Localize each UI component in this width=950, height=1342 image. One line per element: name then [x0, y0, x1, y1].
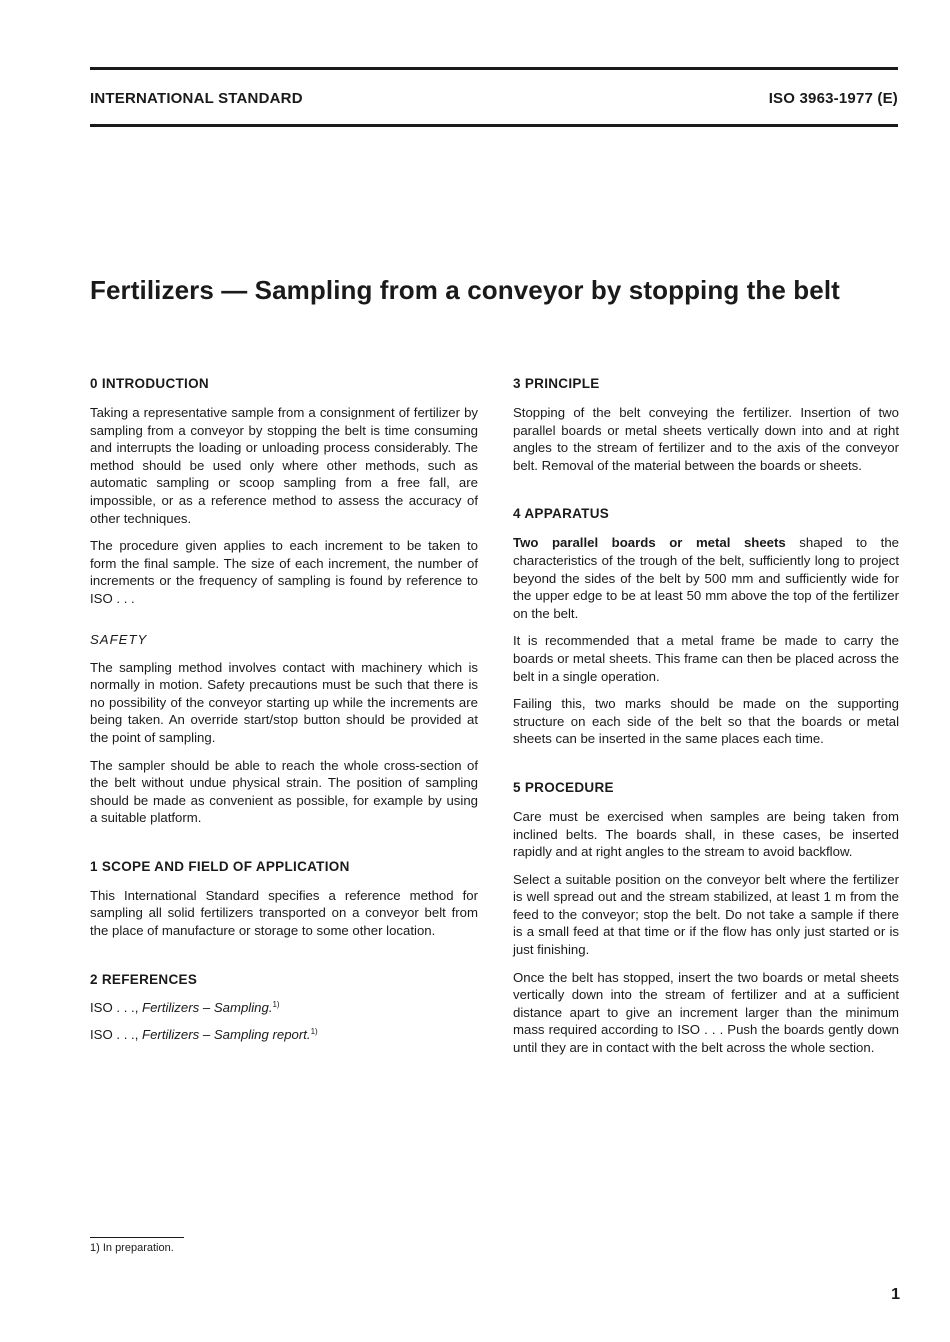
section-heading-references: 2 REFERENCES: [90, 971, 198, 987]
section-heading-apparatus: 4 APPARATUS: [513, 506, 610, 522]
footnote: 1) In preparation.: [90, 1242, 174, 1254]
section-heading-safety: SAFETY: [90, 631, 148, 647]
standard-number: ISO 3963-1977 (E): [768, 90, 898, 107]
header-label: INTERNATIONAL STANDARD: [90, 90, 303, 107]
paragraph: The sampler should be able to reach the whole cross-section of the belt without undue physical strain. The position of sampling should be made as convenient as possible, for example by using a suitable platform.: [90, 757, 478, 826]
paragraph: It is recommended that a metal frame be made to carry the boards or metal sheets. This frame can then be placed across the belt in a single operation.: [513, 633, 899, 684]
paragraph: Failing this, two marks should be made on the supporting structure on each side of the belt so that the boards or metal sheets can be inserted in the same places each time.: [513, 696, 899, 747]
footnote-rule: [90, 1237, 184, 1238]
paragraph: Two parallel boards or metal sheets shaped to the characteristics of the trough of the belt, sufficiently long to project beyond the sides of the belt by 500 mm and sufficiently wide for the upper edge to be at least 50 mm above the top of the fertilizer on the belt.: [513, 535, 899, 621]
section-heading-principle: 3 PRINCIPLE: [513, 376, 600, 391]
page-number: 1: [891, 1286, 900, 1303]
paragraph: Stopping of the belt conveying the fertilizer. Insertion of two parallel boards or metal sheets vertically down into and at right angles to the stream of fertilizer and to the axis of the conveyor belt. Removal of the material between the boards or sheets.: [513, 405, 899, 473]
header-bottom-rule: [90, 124, 898, 127]
paragraph: The procedure given applies to each increment to be taken to form the final sample. The size of each increment, the number of increments or the frequency of sampling is found by reference to ISO . . .: [90, 538, 478, 606]
paragraph: The sampling method involves contact with machinery which is normally in motion. Safety precautions must be such that there is no possibility of the conveyor starting up while the increments are being taken. An override start/stop button should be provided at the point of sampling.: [90, 659, 478, 745]
left-column: [90, 376, 478, 1054]
section-heading-scope: 1 SCOPE AND FIELD OF APPLICATION: [90, 858, 350, 874]
reference-item: ISO . . ., Fertilizers – Sampling.$^{1)}$: [90, 999, 280, 1015]
right-column: [513, 376, 899, 1067]
paragraph: Taking a representative sample from a consignment of fertilizer by sampling from a conveyor by stopping the belt is time consuming and interrupts the loading or unloading process considerably. The method should be used only where other methods, such as automatic sampling or scoop sampling from a free fall, are impossible, or as a reference method to assess the accuracy of other techniques.: [90, 405, 478, 526]
paragraph: Select a suitable position on the conveyor belt where the fertilizer is well spread out and the stream stabilized, at least 1 m from the feed to the conveyor; stop the belt. Do not take a sample if there is a small feed at that time or if the flow has only just started or is just finishing.: [513, 871, 899, 958]
reference-item: ISO . . ., Fertilizers – Sampling report.$^{1)}$: [90, 1026, 318, 1042]
paragraph: Once the belt has stopped, insert the two boards or metal sheets vertically down into the stream of fertilizer and at a sufficient distance apart to give an increment larger than the minimum mass required according to ISO . . . Push the boards gently down until they are in contact with the belt across the whole section.: [513, 969, 899, 1056]
section-heading-introduction: 0 INTRODUCTION: [90, 376, 209, 391]
header-top-rule: [90, 67, 898, 70]
paragraph: Care must be exercised when samples are being taken from inclined belts. The boards shall, in these cases, be inserted rapidly and at right angles to the stream to avoid backflow.: [513, 808, 899, 860]
document-title: Fertilizers — Sampling from a conveyor by stopping the belt: [90, 275, 840, 305]
paragraph: This International Standard specifies a reference method for sampling all solid fertilizers transported on a conveyor belt from the place of manufacture or storage to some other location.: [90, 887, 478, 939]
section-heading-procedure: 5 PROCEDURE: [513, 779, 614, 795]
